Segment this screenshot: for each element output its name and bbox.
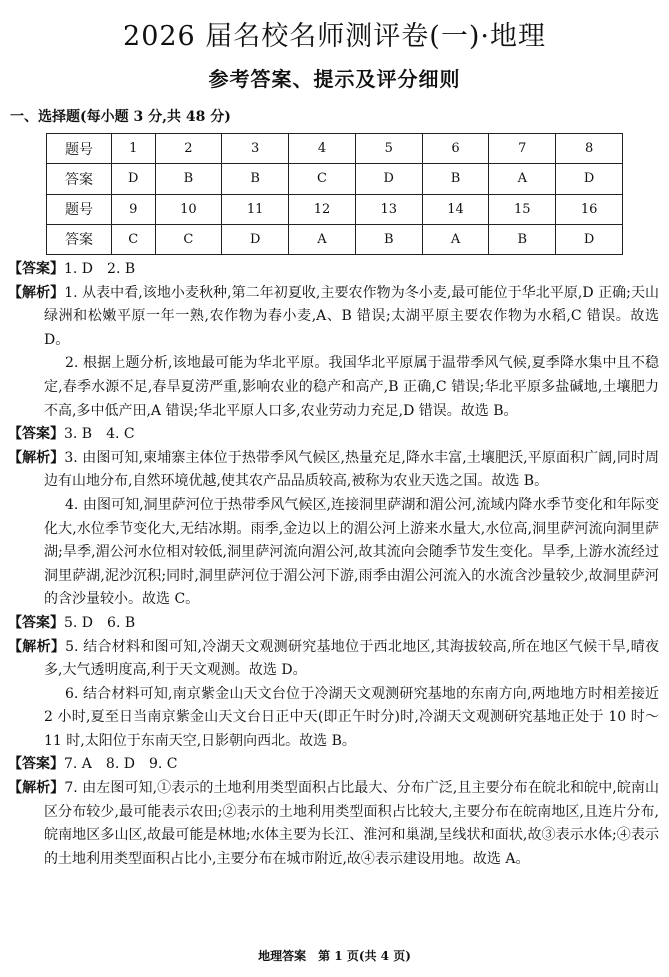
table-row xyxy=(47,224,623,254)
answer-table xyxy=(46,133,623,255)
answer-value: 7. A 8. D 9. C xyxy=(64,756,178,773)
analysis-tag: 【解析】 xyxy=(8,638,66,655)
row-label: 题号 xyxy=(47,194,112,224)
section-title: 一、选择题(每小题 3 分,共 48 分) xyxy=(10,109,231,125)
question-number-cell: 8 xyxy=(556,134,623,164)
question-number-cell: 5 xyxy=(355,134,422,164)
answer-letter-cell: B xyxy=(155,164,222,194)
answer-letter-cell: C xyxy=(289,164,356,194)
page-title: 2026 届名校名师测评卷(一)·地理 xyxy=(123,21,546,52)
question-number-cell: 1 xyxy=(112,134,156,164)
analysis-text: 5. 结合材料和图可知,冷湖天文观测研究基地位于西北地区,其海拔较高,所在地区气候干旱,晴夜多,大气透明度高,利于天文观测。故选 D。 xyxy=(44,638,659,679)
analysis-tag: 【解析】 xyxy=(8,780,65,797)
answer-tag: 【答案】 xyxy=(8,614,64,631)
analysis-tag: 【解析】 xyxy=(8,449,65,466)
analysis-tag: 【解析】 xyxy=(8,284,65,301)
question-number-cell: 14 xyxy=(422,194,489,224)
question-number-cell: 6 xyxy=(422,134,489,164)
question-number-cell: 7 xyxy=(489,134,556,164)
page-footer: 地理答案 第 1 页(共 4 页) xyxy=(258,949,411,963)
analysis-text: 4. 由图可知,洞里萨河位于热带季风气候区,连接洞里萨湖和湄公河,流域内降水季节变化和年际变化大,水位季节变化大,无结冰期。雨季,金边以上的湄公河上游来水量大,水位高,洞里萨河流向洞里萨湖;旱季,湄公河水位相对较低,洞里萨河流向湄公河,故其流向会随季节发生变化。旱季,上游水流经过洞里萨湖,泥沙沉积;同时,洞里萨河位于湄公河下游,雨季由湄公河流入的水流含沙量较少,故洞里萨河的含沙量较小。故选 C。 xyxy=(44,496,659,608)
analysis-paragraph xyxy=(8,777,659,871)
question-number-cell: 9 xyxy=(112,194,156,224)
answer-letter-cell: D xyxy=(556,164,623,194)
question-number-cell: 10 xyxy=(155,194,222,224)
question-number-cell: 12 xyxy=(289,194,356,224)
answer-value: 1. D 2. B xyxy=(64,261,136,277)
analysis-paragraph xyxy=(8,352,659,423)
answer-letter-cell: C xyxy=(155,224,222,254)
answer-line xyxy=(8,258,659,282)
answer-letter-cell: D xyxy=(556,224,623,254)
table-row xyxy=(47,194,623,224)
answer-line xyxy=(8,753,659,777)
analysis-paragraph xyxy=(8,683,659,754)
analysis-text: 1. 从表中看,该地小麦秋种,第二年初夏收,主要农作物为冬小麦,最可能位于华北平原,D 正确;天山绿洲和松嫩平原一年一熟,农作物为春小麦,A、B 错误;太湖平原主要农作物为水稻,C 错误。故选 D。 xyxy=(44,284,660,348)
question-number-cell: 2 xyxy=(155,134,222,164)
row-label: 答案 xyxy=(47,224,112,254)
question-number-cell: 3 xyxy=(222,134,289,164)
answer-letter-cell: D xyxy=(222,224,289,254)
question-number-cell: 13 xyxy=(355,194,422,224)
answer-letter-cell: B xyxy=(355,224,422,254)
question-number-cell: 16 xyxy=(556,194,623,224)
row-label: 答案 xyxy=(47,164,112,194)
answer-value: 5. D 6. B xyxy=(64,614,136,631)
analysis-text: 2. 根据上题分析,该地最可能为华北平原。我国华北平原属于温带季风气候,夏季降水集中且不稳定,春季水源不足,春旱夏涝严重,影响农业的稳产和高产,B 正确,C 错误;华北平原多盐碱地,土壤肥力不高,多中低产田,A 错误;华北平原人口多,农业劳动力充足,D 错误。故选 B。 xyxy=(44,355,659,419)
answer-letter-cell: D xyxy=(355,164,422,194)
answer-letter-cell: A xyxy=(422,224,489,254)
answer-letter-cell: B xyxy=(222,164,289,194)
analysis-text: 7. 由左图可知,①表示的土地利用类型面积占比最大、分布广泛,且主要分布在皖北和皖中,皖南山区分布较少,最可能表示农田;②表示的土地利用类型面积占比较大,主要分布在皖南地区,且连片分布,皖南地区多山区,故最可能是林地;水体主要为长江、淮河和巢湖,呈线状和面状,故③表示水体;④表示的土地利用类型面积占比小,主要分布在城市附近,故④表示建设用地。故选 A。 xyxy=(44,780,660,867)
answer-letter-cell: B xyxy=(489,224,556,254)
answer-letter-cell: B xyxy=(422,164,489,194)
answer-value: 3. B 4. C xyxy=(64,426,135,443)
analysis-text: 6. 结合材料可知,南京紫金山天文台位于冷湖天文观测研究基地的东南方向,两地地方时相差接近 2 小时,夏至日当南京紫金山天文台日正中天(即正午时分)时,冷湖天文观测研究基地正处于 10 时～11 时,太阳位于东南天空,日影朝向西北。故选 B。 xyxy=(44,685,659,749)
answer-letter-cell: A xyxy=(489,164,556,194)
page-subtitle: 参考答案、提示及评分细则 xyxy=(208,67,461,91)
answer-tag: 【答案】 xyxy=(8,426,64,443)
answer-letter-cell: D xyxy=(112,164,156,194)
question-number-cell: 4 xyxy=(289,134,356,164)
question-number-cell: 15 xyxy=(489,194,556,224)
analysis-paragraph xyxy=(8,636,659,683)
answer-explanations xyxy=(8,258,659,871)
table-row xyxy=(47,164,623,194)
analysis-paragraph xyxy=(8,282,659,353)
answer-line xyxy=(8,423,659,447)
answer-tag: 【答案】 xyxy=(8,261,64,277)
analysis-text: 3. 由图可知,柬埔寨主体位于热带季风气候区,热量充足,降水丰富,土壤肥沃,平原面积广阔,同时周边有山地分布,自然环境优越,使其农产品品质较高,被称为农业天选之国。故选 B。 xyxy=(44,449,659,490)
answer-letter-cell: A xyxy=(289,224,356,254)
answer-table-body xyxy=(47,134,623,255)
table-row xyxy=(47,134,623,164)
question-number-cell: 11 xyxy=(222,194,289,224)
answer-tag: 【答案】 xyxy=(8,756,64,773)
analysis-paragraph xyxy=(8,447,659,494)
answer-line xyxy=(8,612,659,636)
row-label: 题号 xyxy=(47,134,112,164)
analysis-paragraph xyxy=(8,494,659,612)
answer-letter-cell: C xyxy=(112,224,156,254)
